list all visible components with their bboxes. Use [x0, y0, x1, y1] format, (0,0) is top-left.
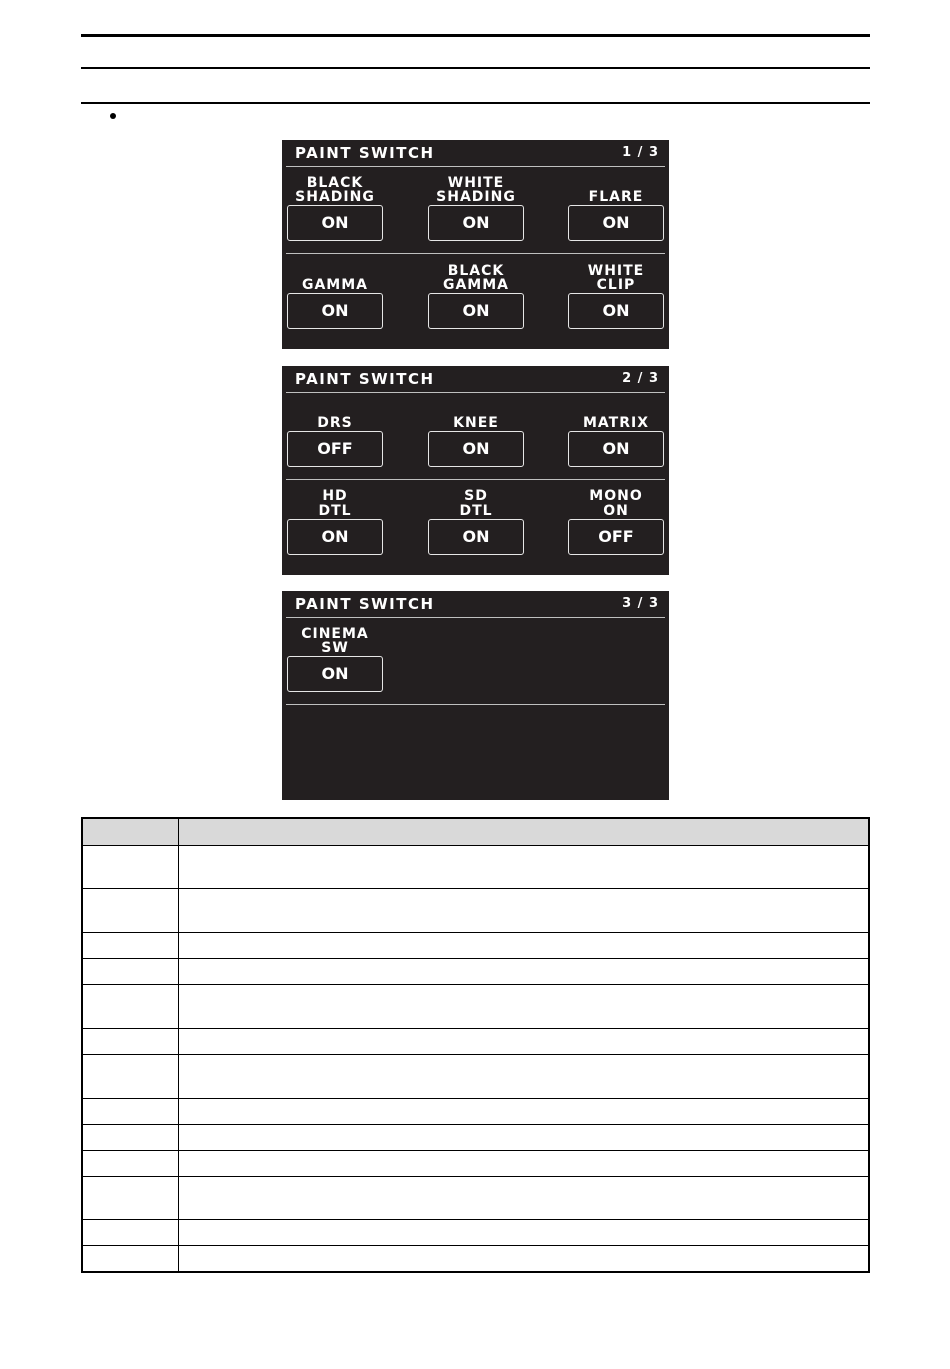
divider	[286, 166, 665, 167]
panel-page-indicator: 1 / 3	[622, 145, 659, 160]
panel-title: PAINT SWITCH	[295, 144, 435, 162]
table-row	[82, 1099, 869, 1125]
table-row	[82, 1055, 869, 1099]
header-cell	[82, 818, 179, 846]
section-rule	[81, 102, 870, 104]
table-row	[82, 846, 869, 889]
switch-label: SHADING	[295, 189, 375, 205]
switch-label: WHITE	[587, 263, 645, 279]
switch-label: HD	[322, 488, 348, 504]
divider	[286, 253, 665, 254]
divider	[286, 617, 665, 618]
top-rule-thick	[81, 34, 870, 37]
mono-on-button[interactable]: OFF	[568, 519, 664, 555]
white-clip-button[interactable]: ON	[568, 293, 664, 329]
switch-label: SD	[464, 488, 488, 504]
table-row	[82, 1125, 869, 1151]
switch-label: CINEMA	[301, 626, 369, 642]
switch-label: GAMMA	[301, 277, 369, 293]
paint-switch-panel-1	[282, 140, 669, 349]
switch-label: SW	[321, 640, 349, 656]
white-shading-button[interactable]: ON	[428, 205, 524, 241]
switch-label: GAMMA	[442, 277, 510, 293]
switch-label: CLIP	[596, 277, 636, 293]
table-row	[82, 933, 869, 959]
bullet-point	[110, 113, 116, 119]
knee-button[interactable]: ON	[428, 431, 524, 467]
header-cell	[179, 818, 870, 846]
switch-label: BLACK	[306, 175, 364, 191]
table-row	[82, 985, 869, 1029]
switch-label: DTL	[318, 503, 352, 519]
switch-label: DRS	[317, 415, 353, 431]
table-row	[82, 1177, 869, 1220]
table-row	[82, 1220, 869, 1246]
switch-label: ON	[603, 503, 629, 519]
divider	[286, 479, 665, 480]
table-header-row	[82, 818, 869, 846]
black-shading-button[interactable]: ON	[287, 205, 383, 241]
switch-label: WHITE	[447, 175, 505, 191]
paint-switch-panel-3	[282, 591, 669, 800]
table-row	[82, 1151, 869, 1177]
table-row	[82, 1029, 869, 1055]
divider	[286, 704, 665, 705]
table-row	[82, 959, 869, 985]
header-rule	[81, 67, 870, 69]
description-table	[81, 817, 870, 1273]
cinema-sw-button[interactable]: ON	[287, 656, 383, 692]
flare-button[interactable]: ON	[568, 205, 664, 241]
panel-page-indicator: 2 / 3	[622, 371, 659, 386]
panel-page-indicator: 3 / 3	[622, 596, 659, 611]
hd-dtl-button[interactable]: ON	[287, 519, 383, 555]
switch-label: DTL	[459, 503, 493, 519]
switch-label: KNEE	[453, 415, 499, 431]
divider	[286, 392, 665, 393]
panel-title: PAINT SWITCH	[295, 595, 435, 613]
sd-dtl-button[interactable]: ON	[428, 519, 524, 555]
paint-switch-panel-2	[282, 366, 669, 575]
switch-label: MONO	[589, 488, 643, 504]
switch-label: BLACK	[447, 263, 505, 279]
switch-label: MATRIX	[582, 415, 649, 431]
matrix-button[interactable]: ON	[568, 431, 664, 467]
table-row	[82, 889, 869, 933]
drs-button[interactable]: OFF	[287, 431, 383, 467]
panel-title: PAINT SWITCH	[295, 370, 435, 388]
switch-label: SHADING	[436, 189, 516, 205]
black-gamma-button[interactable]: ON	[428, 293, 524, 329]
gamma-button[interactable]: ON	[287, 293, 383, 329]
table-row	[82, 1246, 869, 1272]
switch-label: FLARE	[588, 189, 644, 205]
